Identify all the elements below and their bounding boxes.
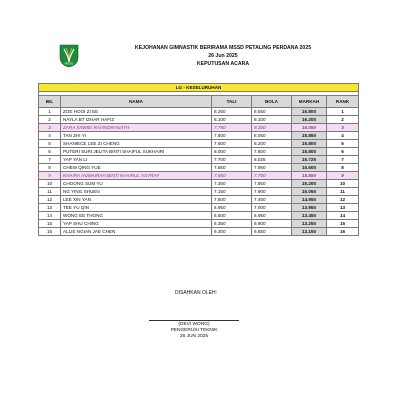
- cell-tali: 7.750: [212, 124, 252, 132]
- cell-bola: 8.200: [252, 140, 292, 148]
- col-header-markah: MARKAH: [292, 96, 327, 108]
- cell-bola: 7.950: [252, 164, 292, 172]
- cell-tali: 7.800: [212, 132, 252, 140]
- table-row: [39, 164, 359, 172]
- cell-bil: 2: [39, 116, 61, 124]
- cell-tali: 7.650: [212, 164, 252, 172]
- cell-nama: PUTERI SURI JELITA BINTI SHAIFUL SUKHAIRI: [61, 148, 212, 156]
- table-row: [39, 140, 359, 148]
- cell-markah: 16.050: [292, 124, 327, 132]
- cell-nama: YAP SHU CHING: [61, 220, 212, 228]
- table-row: [39, 212, 359, 220]
- mssd-logo: [58, 44, 80, 68]
- cell-nama: CHEW QING YUE: [61, 164, 212, 172]
- cell-tali: 7.350: [212, 180, 252, 188]
- cell-bil: 9: [39, 172, 61, 180]
- signature-line: [149, 320, 239, 321]
- cell-markah: 13.250: [292, 220, 327, 228]
- cell-rank: 11: [327, 188, 359, 196]
- cell-markah: 15.050: [292, 188, 327, 196]
- cell-rank: 13: [327, 204, 359, 212]
- table-row: [39, 124, 359, 132]
- cell-bil: 3: [39, 124, 61, 132]
- cell-tali: 7.500: [212, 196, 252, 204]
- cell-bola: 6.900: [252, 220, 292, 228]
- table-row: [39, 156, 359, 164]
- cell-bil: 11: [39, 188, 61, 196]
- cell-bola: 8.550: [252, 108, 292, 116]
- cell-markah: 15.850: [292, 132, 327, 140]
- cell-nama: ALLIE NGIAN JAE CHEN: [61, 228, 212, 236]
- event-title: KEJOHANAN GIMNASTIK BERIRAMA MSSD PETALING PERDANA 2025: [134, 45, 312, 51]
- cell-tali: 7.600: [212, 140, 252, 148]
- cell-tali: 6.350: [212, 220, 252, 228]
- cell-markah: 15.800: [292, 148, 327, 156]
- table-row: [39, 196, 359, 204]
- cell-bil: 6: [39, 148, 61, 156]
- cell-nama: ZOE HOOI ZI EE: [61, 108, 212, 116]
- cell-rank: 2: [327, 116, 359, 124]
- table-row: [39, 204, 359, 212]
- cell-nama: KHAIRA HUMAIRAH BINTI KHAIRUL ASYRAF: [61, 172, 212, 180]
- sign-date: 26 JUN 2025: [180, 334, 208, 339]
- cell-markah: 13.950: [292, 204, 327, 212]
- col-header-bola: BOLA: [252, 96, 292, 108]
- results-table: [38, 83, 359, 236]
- cell-markah: 16.800: [292, 108, 327, 116]
- category-banner: LG - KESELURUHAN: [39, 84, 359, 92]
- cell-bola: 7.000: [252, 204, 292, 212]
- cell-rank: 1: [327, 108, 359, 116]
- cell-bola: 7.850: [252, 180, 292, 188]
- cell-bil: 12: [39, 196, 61, 204]
- cell-tali: 6.950: [212, 204, 252, 212]
- cell-nama: NAYLA BT IZHAR HAFIZ: [61, 116, 212, 124]
- cell-rank: 9: [327, 172, 359, 180]
- cell-tali: 7.700: [212, 156, 252, 164]
- signature-block: [149, 320, 239, 340]
- cell-markah: 15.200: [292, 180, 327, 188]
- cell-bil: 1: [39, 108, 61, 116]
- cell-tali: 6.500: [212, 212, 252, 220]
- cell-nama: LEE XIN YAN: [61, 196, 212, 204]
- cell-bola: 8.025: [252, 156, 292, 164]
- signer-title: PENGERUSI TEKNIK: [170, 328, 218, 333]
- logo-text: MSSD: [64, 61, 74, 66]
- cell-nama: TEE YU QIN: [61, 204, 212, 212]
- cell-tali: 7.850: [212, 172, 252, 180]
- cell-bola: 7.450: [252, 196, 292, 204]
- col-header-tali: TALI: [212, 96, 252, 108]
- cell-rank: 16: [327, 228, 359, 236]
- cell-bola: 8.100: [252, 116, 292, 124]
- cell-bola: 6.850: [252, 228, 292, 236]
- cell-bola: 6.950: [252, 212, 292, 220]
- cell-markah: 16.200: [292, 116, 327, 124]
- results-title: KEPUTUSAN ACARA: [196, 61, 250, 67]
- cell-bil: 8: [39, 164, 61, 172]
- table-row: [39, 188, 359, 196]
- signed-by-label: DISAHKAN OLEH:: [175, 290, 217, 296]
- cell-markah: 14.950: [292, 196, 327, 204]
- cell-markah: 15.800: [292, 140, 327, 148]
- cell-rank: 10: [327, 180, 359, 188]
- cell-markah: 13.150: [292, 228, 327, 236]
- cell-nama: TAN ZHI YI: [61, 132, 212, 140]
- cell-bola: 7.900: [252, 188, 292, 196]
- col-header-nama: NAMA: [61, 96, 212, 108]
- col-header-bil: BIL: [39, 96, 61, 108]
- cell-markah: 13.450: [292, 212, 327, 220]
- cell-rank: 14: [327, 212, 359, 220]
- col-header-rank: RANK: [327, 96, 359, 108]
- cell-bil: 7: [39, 156, 61, 164]
- cell-rank: 3: [327, 124, 359, 132]
- table-row: [39, 148, 359, 156]
- cell-tali: 7.150: [212, 188, 252, 196]
- cell-tali: 6.300: [212, 228, 252, 236]
- cell-bil: 4: [39, 132, 61, 140]
- cell-rank: 8: [327, 164, 359, 172]
- cell-tali: 8.000: [212, 148, 252, 156]
- cell-nama: YAP YAN LI: [61, 156, 212, 164]
- cell-nama: ZARA XINMEI RAVINDRANATH: [61, 124, 212, 132]
- cell-nama: SHANIECE LEE ZI CHENG: [61, 140, 212, 148]
- cell-bil: 13: [39, 204, 61, 212]
- table-row: [39, 220, 359, 228]
- table-row: [39, 132, 359, 140]
- signer-name: (DEVI WONG): [178, 322, 210, 327]
- cell-bola: 8.300: [252, 124, 292, 132]
- document-header: [98, 44, 348, 68]
- cell-rank: 4: [327, 132, 359, 140]
- cell-bola: 8.050: [252, 132, 292, 140]
- category-banner-row: [39, 84, 359, 92]
- cell-markah: 15.550: [292, 172, 327, 180]
- table-row: [39, 180, 359, 188]
- table-row: [39, 172, 359, 180]
- cell-nama: NG YING SHUEN: [61, 188, 212, 196]
- cell-rank: 15: [327, 220, 359, 228]
- cell-rank: 12: [327, 196, 359, 204]
- cell-nama: CHOONG SUM YU: [61, 180, 212, 188]
- cell-bola: 7.700: [252, 172, 292, 180]
- cell-rank: 7: [327, 156, 359, 164]
- cell-bil: 14: [39, 212, 61, 220]
- event-date: 26 Jun 2025: [208, 53, 238, 59]
- cell-bil: 16: [39, 228, 61, 236]
- table-row: [39, 228, 359, 236]
- cell-bola: 7.800: [252, 148, 292, 156]
- table-row: [39, 116, 359, 124]
- cell-rank: 5: [327, 140, 359, 148]
- cell-tali: 8.250: [212, 108, 252, 116]
- table-row: [39, 108, 359, 116]
- cell-tali: 8.100: [212, 116, 252, 124]
- cell-nama: WONG EE THONG: [61, 212, 212, 220]
- cell-markah: 15.600: [292, 164, 327, 172]
- cell-bil: 5: [39, 140, 61, 148]
- cell-markah: 15.725: [292, 156, 327, 164]
- cell-rank: 6: [327, 148, 359, 156]
- cell-bil: 15: [39, 220, 61, 228]
- cell-bil: 10: [39, 180, 61, 188]
- table-header-row: [39, 96, 359, 108]
